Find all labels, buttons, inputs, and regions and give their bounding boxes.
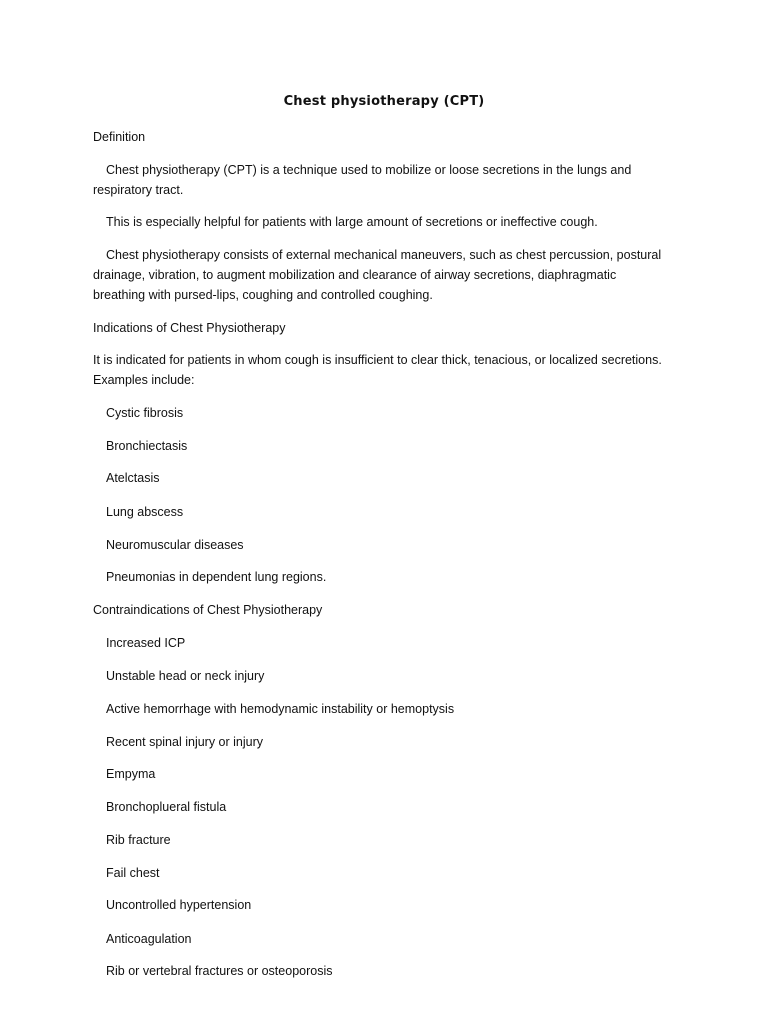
contraindication-item: Recent spinal injury or injury <box>106 735 264 749</box>
indication-item: Pneumonias in dependent lung regions. <box>106 570 327 584</box>
indication-item: Cystic fibrosis <box>106 406 184 420</box>
definition-paragraph: This is especially helpful for patients with large amount of secretions or ineffective cough. <box>106 215 598 229</box>
indication-item: Bronchiectasis <box>106 439 188 453</box>
indication-item: Lung abscess <box>106 505 184 519</box>
contraindication-item: Unstable head or neck injury <box>106 669 265 683</box>
contraindications-heading: Contraindications of Chest Physiotherapy <box>93 603 323 617</box>
contraindication-item: Rib fracture <box>106 833 171 847</box>
indication-item: Atelctasis <box>106 471 160 485</box>
contraindication-item: Empyma <box>106 767 156 781</box>
document-title: Chest physiotherapy (CPT) <box>283 94 485 109</box>
contraindication-item: Uncontrolled hypertension <box>106 898 252 912</box>
definition-paragraph: Chest physiotherapy (CPT) is a technique used to mobilize or loose secretions in the lungs and respiratory tract. <box>93 163 632 197</box>
definition-paragraph: Chest physiotherapy consists of external mechanical maneuvers, such as chest percussion, postural drainage, vibration, to augment mobilization and clearance of airway secretions, diaphragmatic breathing with pursed-lips, coughing and controlled coughing. <box>93 248 662 302</box>
contraindication-item: Anticoagulation <box>106 932 192 946</box>
contraindication-item: Bronchoplueral fistula <box>106 800 227 814</box>
contraindication-item: Active hemorrhage with hemodynamic instability or hemoptysis <box>106 702 455 716</box>
definition-heading: Definition <box>93 130 146 144</box>
contraindication-item: Rib or vertebral fractures or osteoporosis <box>106 964 333 978</box>
contraindication-item: Fail chest <box>106 866 160 880</box>
indications-heading: Indications of Chest Physiotherapy <box>93 321 286 335</box>
contraindication-item: Increased ICP <box>106 636 186 650</box>
indications-intro: It is indicated for patients in whom cough is insufficient to clear thick, tenacious, or localized secretions. Examples include: <box>93 353 662 387</box>
indication-item: Neuromuscular diseases <box>106 538 244 552</box>
